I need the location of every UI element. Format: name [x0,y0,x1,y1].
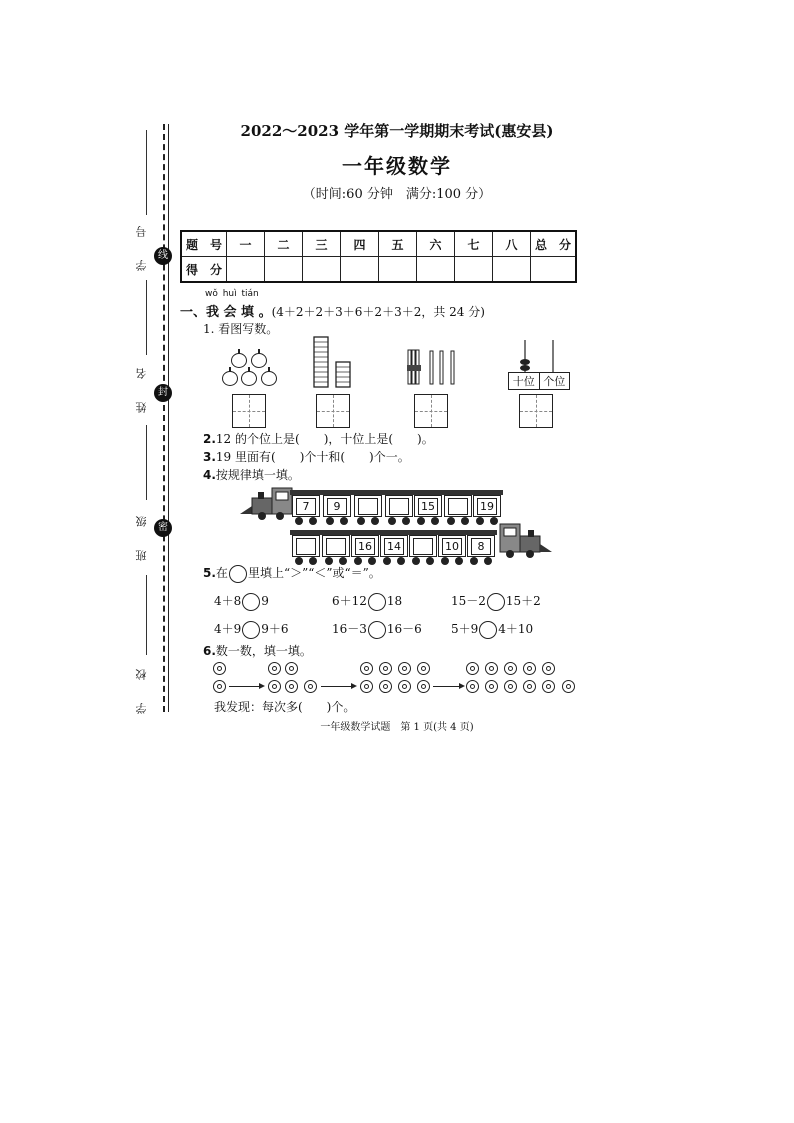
arrow-icon [321,686,355,687]
answer-box-sticks[interactable] [414,394,448,428]
train-number-box[interactable] [389,498,409,515]
label-class: 班 级 [135,510,148,561]
score-input-cell[interactable] [455,257,493,283]
q6-number: 6. [203,644,216,658]
q5-right: 9 [261,594,269,608]
score-row-label: 得 分 [181,257,227,283]
flower-icon [466,680,479,693]
binding-dot-xian: 线 [154,247,172,265]
section-title [180,301,485,320]
answer-box-cubes[interactable] [316,394,350,428]
score-header-cell: 六 [417,231,455,257]
label-school: 学 校 [135,663,148,714]
q5-right: 18 [386,594,403,608]
q4-text: 按规律填一填。 [215,468,300,482]
train-car [409,535,437,557]
apple-icon [222,371,238,386]
exam-title: 2022～2023 学年第一学期期末考试(惠安县) [240,122,554,140]
q5-item [451,592,541,611]
train-number-box[interactable] [326,538,346,555]
score-header-cell: 二 [265,231,303,257]
flower-icon [285,662,298,675]
train-car [444,495,472,517]
flower-icon [417,662,430,675]
q6 [203,642,312,659]
train-car [385,495,413,517]
train-car [323,495,351,517]
binding-solid-line [168,124,169,712]
abacus-ones-label: 个位 [543,375,566,388]
flower-icon [213,662,226,675]
score-header-cell: 一 [227,231,265,257]
compare-answer-circle[interactable] [242,621,260,639]
score-input-cell[interactable] [531,257,577,283]
label-name: 姓 名 [135,362,148,413]
flower-icon [304,680,317,693]
flower-icon [360,662,373,675]
q3-number: 3. [203,450,216,464]
q4 [203,466,300,483]
q5-right: 4＋10 [498,622,534,636]
q5 [203,564,381,583]
train-number-box[interactable]: 14 [384,538,404,555]
q5-text-pre: 在 [215,566,228,580]
train-number-box[interactable] [358,498,378,515]
q6-finding: 我发现：每次多( )个。 [214,700,356,714]
train-car [354,495,382,517]
train-car [351,535,379,557]
flower-icon [268,680,281,693]
score-header-cell: 七 [455,231,493,257]
flower-icon [523,662,536,675]
q5-item [451,620,533,639]
q5-number: 5. [203,566,216,580]
compare-answer-circle[interactable] [368,593,386,611]
cubes-icon [310,335,358,390]
q3 [203,448,410,465]
score-input-cell[interactable] [303,257,341,283]
section-pinyin: wǒ huì tián [205,289,259,299]
score-header-cell: 四 [341,231,379,257]
q5-left: 5＋9 [451,622,479,636]
train-number-box[interactable]: 19 [477,498,497,515]
q5-left: 15－2 [451,594,486,608]
q2-number: 2. [203,432,216,446]
flower-icon [523,680,536,693]
q5-item [332,592,402,611]
q5-item [214,592,269,611]
compare-answer-circle[interactable] [368,621,386,639]
flower-icon [542,680,555,693]
train-locomotive-icon [238,484,298,520]
abacus-tens-label: 十位 [509,373,540,389]
flower-icon [485,662,498,675]
train-number-box[interactable] [448,498,468,515]
q5-left: 4＋8 [214,594,242,608]
answer-box-apples[interactable] [232,394,266,428]
blank-line-name[interactable] [146,280,147,355]
flower-icon [379,662,392,675]
arrow-icon [433,686,463,687]
flower-icon [485,680,498,693]
compare-answer-circle[interactable] [487,593,505,611]
apple-icon [261,371,277,386]
flower-icon [542,662,555,675]
train-car [467,535,495,557]
flower-icon [504,662,517,675]
label-student-id: 学 号 [135,220,148,271]
q3-text: 19 里面有( )个十和( )个一。 [215,450,410,464]
exam-time-score: （时间:60 分钟 满分:100 分） [302,187,492,202]
flower-icon [360,680,373,693]
page-footer: 一年级数学试题 第 1 页(共 4 页) [320,722,474,733]
score-input-cell[interactable] [379,257,417,283]
train-number-box[interactable] [296,538,316,555]
q5-left: 16－3 [332,622,367,636]
train-number-box[interactable] [413,538,433,555]
train-locomotive-icon [496,520,556,558]
train-number-box[interactable]: 10 [442,538,462,555]
apple-icon [251,353,267,368]
q5-left: 6＋12 [332,594,367,608]
train-number-box[interactable]: 15 [418,498,438,515]
abacus-place-labels [508,372,570,390]
score-input-cell[interactable] [417,257,455,283]
train-car [473,495,501,517]
score-header-cell: 总 分 [531,231,577,257]
section-title-text: 一、我 会 填 。 [180,305,272,320]
train-car [322,535,350,557]
q5-text-post: 里填上“＞”“＜”或“＝”。 [247,566,381,580]
compare-answer-circle[interactable] [479,621,497,639]
score-input-cell[interactable] [227,257,265,283]
train-car [292,495,320,517]
q2-text: 12 的个位上是( )，十位上是( )。 [215,432,434,446]
train-car [292,535,320,557]
score-input-cell[interactable] [493,257,531,283]
q1-label: 1. 看图写数。 [203,322,279,336]
flower-icon [268,662,281,675]
flower-icon [398,662,411,675]
q6-text: 数一数，填一填。 [215,644,312,658]
q5-right: 16－6 [386,622,422,636]
score-table [180,230,577,283]
score-header-cell: 题 号 [181,231,227,257]
answer-box-abacus[interactable] [519,394,553,428]
train-number-box[interactable]: 16 [355,538,375,555]
train-car [380,535,408,557]
compare-circle-icon [229,565,247,583]
score-input-cell[interactable] [265,257,303,283]
train-number-box[interactable]: 7 [296,498,316,515]
train-car [414,495,442,517]
q4-number: 4. [203,468,216,482]
subject-title: 一年级数学 [342,154,452,178]
train-car [438,535,466,557]
arrow-icon [229,686,263,687]
flower-icon [504,680,517,693]
blank-line-class[interactable] [146,425,147,500]
q5-item [214,620,289,639]
compare-answer-circle[interactable] [242,593,260,611]
train-number-box[interactable]: 9 [327,498,347,515]
q2 [203,430,434,447]
q5-item [332,620,422,639]
binding-dot-feng: 封 [154,384,172,402]
sticks-icon [405,348,461,388]
flower-icon [562,680,575,693]
train-number-box[interactable]: 8 [471,538,491,555]
apple-icon [241,371,257,386]
flower-icon [398,680,411,693]
score-input-cell[interactable] [341,257,379,283]
q5-left: 4＋9 [214,622,242,636]
binding-dot-mi: 密 [154,519,172,537]
apple-icon [231,353,247,368]
blank-line-school[interactable] [146,575,147,655]
q5-right: 15＋2 [505,594,541,608]
flower-icon [285,680,298,693]
score-header-cell: 三 [303,231,341,257]
flower-icon [417,680,430,693]
score-header-cell: 八 [493,231,531,257]
abacus-icon [508,338,570,372]
score-header-cell: 五 [379,231,417,257]
section-points: (4＋2＋2＋3＋6＋2＋3＋2，共 24 分) [271,305,485,319]
flower-icon [213,680,226,693]
flower-icon [466,662,479,675]
q5-right: 9＋6 [261,622,289,636]
flower-icon [379,680,392,693]
binding-dashed-line [163,124,165,712]
